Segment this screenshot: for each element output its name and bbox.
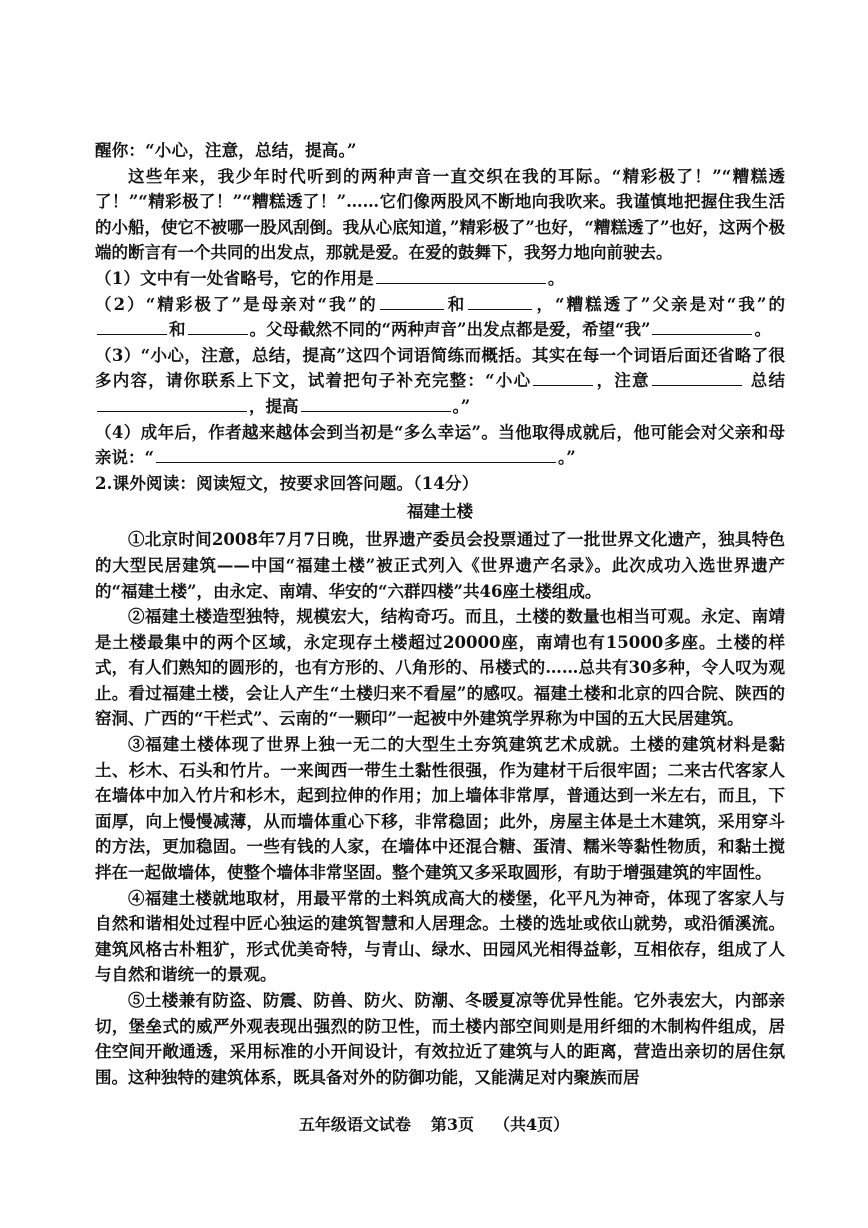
total-pages: （共4页）	[494, 1115, 570, 1134]
article-paragraph: ⑤土楼兼有防盗、防震、防兽、防火、防潮、冬暖夏凉等优异性能。它外表宏大，内部亲切，堡垒式的威严外观表现出强烈的防卫性，而土楼内部空间则是用纤细的木制构件组成，居住空间开敞通透，采用标准的小开间设计，有效拉近了建筑与人的距离，营造出亲切的居住氛围。这种独特的建筑体系，既具备对外的防御功能，又能满足对内聚族而居	[95, 991, 785, 1087]
answer-blank[interactable]	[376, 267, 546, 284]
passage-paragraph: 这些年来，我少年时代听到的两种声音一直交织在我的耳际。“精彩极了！”“糟糕透了！”“精彩极了！”“糟糕透了！”……它们像两股风不断地向我吹来。我谨慎地把握住我生活的小船，使它不被哪一股风刮倒。我从心底知道，”精彩极了”也好，“糟糕透了”也好，这两个极端的断言有一个共同的出发点，那就是爱。在爱的鼓舞下，我努力地向前驶去。	[95, 166, 785, 263]
answer-blank[interactable]	[301, 395, 451, 412]
question-text: 。	[547, 268, 565, 288]
question-text: （2）“精彩极了”是母亲对“我”的	[95, 294, 378, 314]
question-2	[95, 292, 785, 343]
question-3	[95, 343, 785, 420]
question-text: 和	[169, 320, 186, 340]
question-text: 。”	[452, 396, 471, 416]
question-text: 。父母截然不同的“两种声音”出发点都是爱，希望“我”	[249, 320, 651, 340]
page-number: 第3页	[430, 1115, 474, 1134]
answer-blank[interactable]	[652, 318, 752, 335]
section-heading: 2.课外阅读：阅读短文，按要求回答问题。（14分）	[95, 473, 479, 493]
answer-blank[interactable]	[533, 369, 593, 386]
answer-blank[interactable]	[97, 318, 167, 335]
passage-line: 醒你：“小心，注意，总结，提高。”	[95, 141, 357, 160]
question-text: （1）文中有一处省略号，它的作用是	[95, 268, 374, 288]
answer-blank[interactable]	[652, 369, 742, 386]
article-paragraph: ③福建土楼体现了世界上独一无二的大型生土夯筑建筑艺术成就。土楼的建筑材料是黏土、杉木、石头和竹片。一来闽西一带生土黏性很强，作为建材干后很牢固；二来古代客家人在墙体中加入竹片和杉木，起到拉伸的作用；加上墙体非常厚，普通达到一米左右，而且，下面厚，向上慢慢减薄，从而墙体重心下移，非常稳固；此外，房屋主体是土木建筑，采用穿斗的方法，更加稳固。一些有钱的人家，在墙体中还混合糖、蛋清、糯米等黏性物质，和黏土搅拌在一起做墙体，使整个墙体非常坚固。整个建筑又多采取圆形，有助于增强建筑的牢固性。	[95, 735, 785, 883]
article-paragraph: ④福建土楼就地取材，用最平常的土料筑成高大的楼堡，化平凡为神奇，体现了客家人与自然和谐相处过程中匠心独运的建筑智慧和人居理念。土楼的选址或依山就势，或沿循溪流。建筑风格古朴粗犷，形式优美奇特，与青山、绿水、田园风光相得益彰，互相依存，组成了人与自然和谐统一的景观。	[95, 888, 785, 985]
answer-blank[interactable]	[468, 293, 532, 310]
question-text: （3）“小心，注意，总结，提高”这四个词语简练而概括。其实在每一个词语后面还省略了很多内容，请你联系上下文，试着把句子补充完整：“小心	[95, 345, 785, 391]
question-text: ，“糟糕透了”父亲是对“我”的	[534, 294, 785, 314]
question-4	[95, 420, 785, 471]
question-text: ，注意	[595, 371, 650, 391]
answer-blank[interactable]	[156, 446, 556, 463]
question-text: （4）成年后，作者越来越体会到当初是“多么幸运”。当他取得成就后，他可能会对父亲和母亲说：“	[95, 422, 785, 468]
question-text: 总结	[750, 371, 785, 391]
answer-blank[interactable]	[380, 293, 444, 310]
question-text: 。”	[558, 448, 576, 468]
answer-blank[interactable]	[97, 395, 247, 412]
question-text: 。	[754, 320, 771, 340]
question-1	[95, 266, 785, 292]
exam-name: 五年级语文试卷	[298, 1115, 411, 1134]
page-footer	[0, 1112, 868, 1135]
article-paragraph: ①北京时间2008年7月7日晚，世界遗产委员会投票通过了一批世界文化遗产，独具特色的大型民居建筑——中国“福建土楼”被正式列入《世界遗产名录》。此次成功入选世界遗产的“福建土楼”，由永定、南靖、华安的“六群四楼”共46座土楼组成。	[95, 530, 785, 601]
exam-page	[95, 138, 785, 1090]
article-title: 福建土楼	[407, 502, 473, 522]
answer-blank[interactable]	[188, 318, 248, 335]
question-text: 和	[445, 294, 467, 314]
question-text: ，提高	[249, 396, 299, 416]
article-paragraph: ②福建土楼造型独特，规模宏大，结构奇巧。而且，土楼的数量也相当可观。永定、南靖是土楼最集中的两个区域，永定现存土楼超过20000座，南靖也有15000多座。土楼的样式，有人们熟知的圆形的，也有方形的、八角形的、吊楼式的……总共有30多种，令人叹为观止。看过福建土楼，会让人产生“土楼归来不看屋”的感叹。福建土楼和北京的四合院、陕西的窑洞、广西的“干栏式”、云南的“一颗印”一起被中外建筑学界称为中国的五大民居建筑。	[95, 607, 785, 729]
